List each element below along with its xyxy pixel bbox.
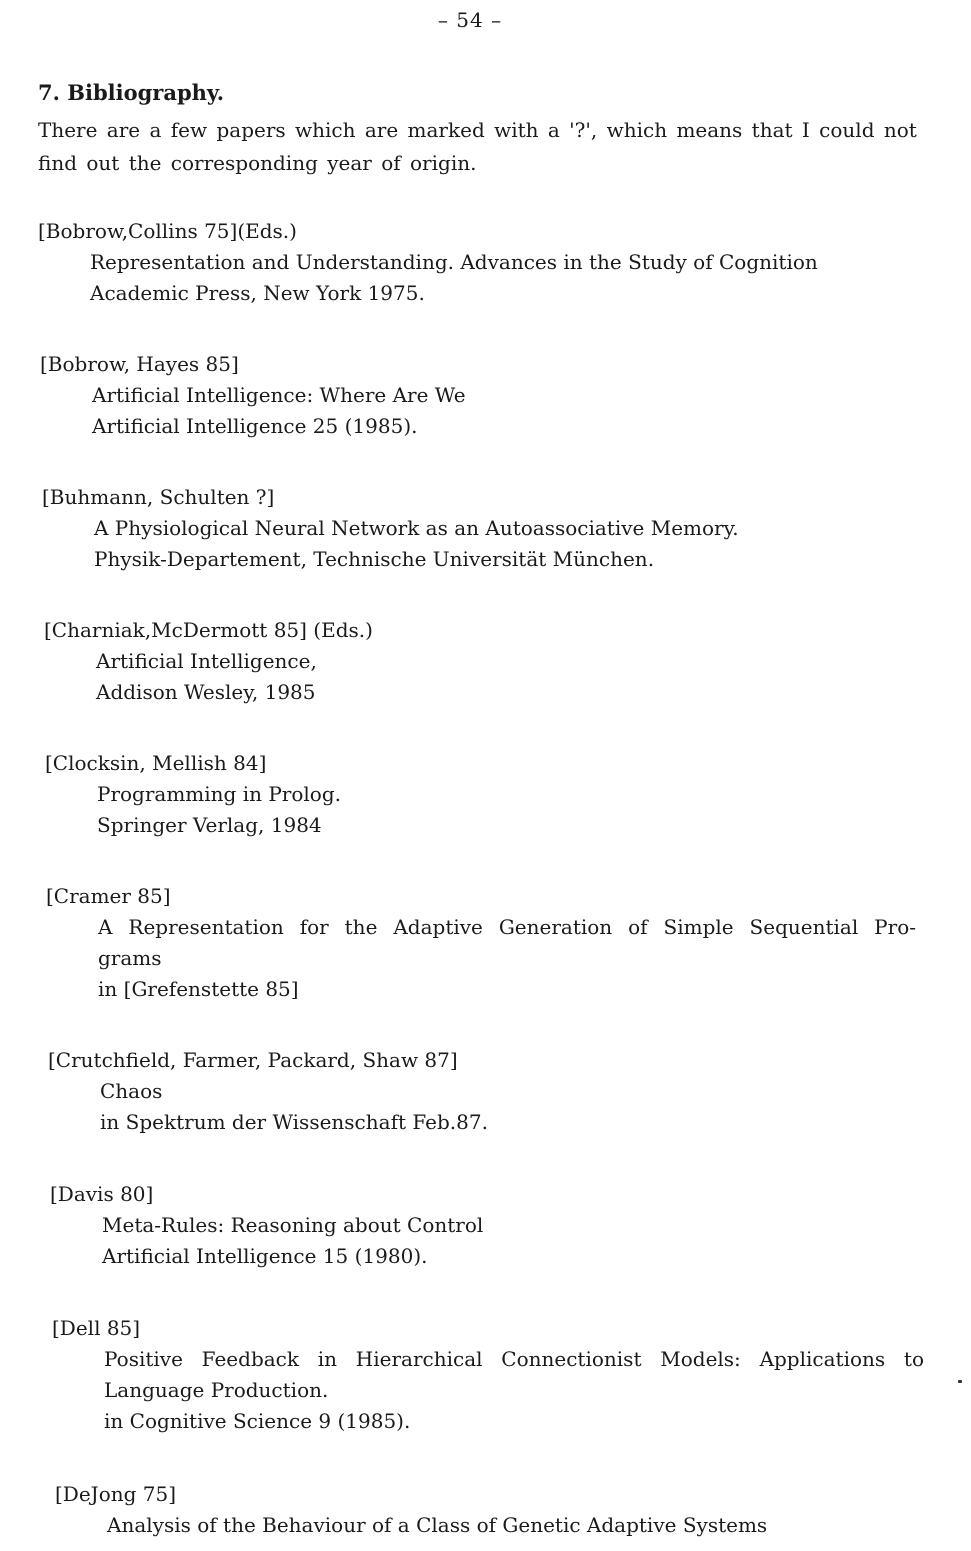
- intro-paragraph: There are a few papers which are marked with a '?', which means that I could not find out the corresponding year of origin.: [38, 118, 917, 175]
- entry-line: Addison Wesley, 1985: [96, 680, 316, 704]
- citation-key: [Davis 80]: [50, 1182, 154, 1206]
- bib-entry-clocksin-mellish-84: [45, 748, 925, 841]
- bib-entry-dejong-75: [55, 1479, 935, 1541]
- bib-entry-charniak-mcdermott-85: [44, 615, 924, 708]
- entry-line: Academic Press, New York 1975.: [90, 281, 425, 305]
- citation-key: [Cramer 85]: [46, 884, 171, 908]
- bib-entry-bobrow-collins-75: [38, 216, 918, 309]
- citation-key: [Buhmann, Schulten ?]: [42, 485, 275, 509]
- entry-line: A Representation for the Adaptive Generation of Simple Sequential Pro-: [98, 915, 916, 939]
- entry-line: Positive Feedback in Hierarchical Connectionist Models: Applications to: [104, 1347, 924, 1371]
- bib-entry-cramer-85: [46, 881, 916, 1005]
- citation-key: [Bobrow,Collins 75](Eds.): [38, 219, 297, 243]
- citation-key: [Dell 85]: [52, 1316, 141, 1340]
- bib-entry-davis-80: [50, 1179, 930, 1272]
- entry-line: Meta-Rules: Reasoning about Control: [102, 1213, 484, 1237]
- bib-entry-crutchfield-et-al-87: [48, 1045, 928, 1138]
- citation-key: [Clocksin, Mellish 84]: [45, 751, 267, 775]
- citation-key: [Charniak,McDermott 85] (Eds.): [44, 618, 373, 642]
- entry-line: Artificial Intelligence: Where Are We: [92, 383, 466, 407]
- scan-speck: [958, 1380, 962, 1383]
- section-heading: 7. Bibliography.: [38, 80, 225, 105]
- entry-line: in Spektrum der Wissenschaft Feb.87.: [100, 1110, 488, 1134]
- page-number: – 54 –: [437, 8, 503, 32]
- entry-line: Artificial Intelligence 25 (1985).: [92, 414, 418, 438]
- bib-entry-buhmann-schulten: [42, 482, 922, 575]
- entry-line: Artificial Intelligence 15 (1980).: [102, 1244, 428, 1268]
- citation-key: [Bobrow, Hayes 85]: [40, 352, 239, 376]
- entry-line: Springer Verlag, 1984: [97, 813, 322, 837]
- bib-entry-dell-85: [52, 1313, 924, 1437]
- entry-line: Chaos: [100, 1079, 163, 1103]
- entry-line: A Physiological Neural Network as an Autoassociative Memory.: [94, 516, 739, 540]
- entry-line: Analysis of the Behaviour of a Class of Genetic Adaptive Systems: [107, 1513, 768, 1537]
- entry-line: in [Grefenstette 85]: [98, 977, 299, 1001]
- entry-line: in Cognitive Science 9 (1985).: [104, 1409, 411, 1433]
- citation-key: [DeJong 75]: [55, 1482, 177, 1506]
- entry-line: grams: [98, 946, 162, 970]
- bib-entry-bobrow-hayes-85: [40, 349, 920, 442]
- entry-line: Artificial Intelligence,: [96, 649, 317, 673]
- citation-key: [Crutchfield, Farmer, Packard, Shaw 87]: [48, 1048, 458, 1072]
- entry-line: Physik-Departement, Technische Universität München.: [94, 547, 655, 571]
- entry-line: Language Production.: [104, 1378, 329, 1402]
- entry-line: Programming in Prolog.: [97, 782, 342, 806]
- entry-line: Representation and Understanding. Advances in the Study of Cognition: [90, 250, 818, 274]
